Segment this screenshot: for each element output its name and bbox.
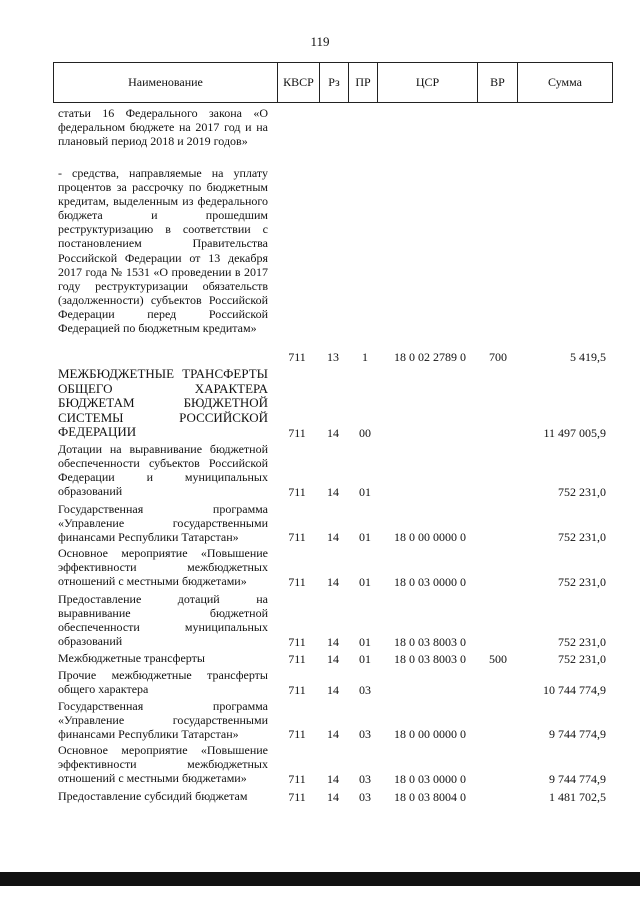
row-sum: 9 744 774,9 <box>549 727 606 741</box>
row-csr: 18 0 03 8003 0 <box>394 635 466 649</box>
row-name: Основное мероприятие «Повышение эффективности межбюджетных отношений с местными бюджетами» <box>58 546 268 589</box>
table-row <box>0 442 640 499</box>
row-sum: 10 744 774,9 <box>543 683 606 697</box>
page-number: 119 <box>310 34 330 49</box>
row-name: статьи 16 Федерального закона «О федеральном бюджете на 2017 год и на плановый период 2018 и 2019 годов» <box>58 106 268 149</box>
row-rz: 14 <box>327 790 339 804</box>
row-csr: 18 0 03 0000 0 <box>394 772 466 786</box>
row-kvsr: 711 <box>288 790 306 804</box>
header-csr: ЦСР <box>378 63 478 102</box>
row-rz: 14 <box>327 485 339 499</box>
row-sum: 752 231,0 <box>558 652 606 666</box>
row-name: МЕЖБЮДЖЕТНЫЕ ТРАНСФЕРТЫ ОБЩЕГО ХАРАКТЕРА БЮДЖЕТАМ БЮДЖЕТНОЙ СИСТЕМЫ РОССИЙСКОЙ ФЕДЕРАЦИИ <box>58 366 268 440</box>
header-pr: ПР <box>349 63 378 102</box>
scan-edge-band <box>0 872 640 886</box>
header-vr: ВР <box>478 63 518 102</box>
table-header <box>53 62 613 103</box>
row-kvsr: 711 <box>288 426 306 440</box>
table-row <box>0 789 640 804</box>
row-rz: 14 <box>327 683 339 697</box>
row-sum: 5 419,5 <box>570 350 606 364</box>
table-row <box>0 743 640 786</box>
row-rz: 13 <box>327 350 339 364</box>
row-pr: 03 <box>359 727 371 741</box>
row-name: - средства, направляемые на уплату процентов за рассрочку по бюджетным кредитам, выделенным из федерального бюджета и прошедшим реструктуризацию в соответствии с постановлением Правительства Российской Федерации от 13 декабря 2017 года № 1531 «О проведении в 2017 году реструктуризации обязательств (задолженности) субъектов Российской Федерации перед Российской Федерацией по бюджетным кредитам» <box>58 166 268 336</box>
row-sum: 752 231,0 <box>558 485 606 499</box>
row-csr: 18 0 02 2789 0 <box>394 350 466 364</box>
row-kvsr: 711 <box>288 635 306 649</box>
table-row <box>0 668 640 697</box>
row-csr: 18 0 03 8004 0 <box>394 790 466 804</box>
table-row <box>0 502 640 544</box>
row-pr: 01 <box>359 485 371 499</box>
table-row <box>0 699 640 741</box>
header-rz: Рз <box>320 63 349 102</box>
row-name: Межбюджетные трансферты <box>58 651 205 665</box>
header-kvsr: КВСР <box>278 63 320 102</box>
row-sum: 1 481 702,5 <box>549 790 606 804</box>
row-sum: 752 231,0 <box>558 530 606 544</box>
row-rz: 14 <box>327 652 339 666</box>
row-sum: 752 231,0 <box>558 575 606 589</box>
table-row <box>0 106 640 162</box>
row-name: Государственная программа «Управление государственными финансами Республики Татарстан» <box>58 502 268 545</box>
table-row <box>0 367 640 440</box>
row-rz: 14 <box>327 426 339 440</box>
row-rz: 14 <box>327 530 339 544</box>
table-row <box>0 546 640 589</box>
header-sum: Сумма <box>548 75 582 89</box>
table-row <box>0 592 640 649</box>
row-vr: 500 <box>489 652 507 666</box>
row-kvsr: 711 <box>288 485 306 499</box>
row-kvsr: 711 <box>288 530 306 544</box>
row-pr: 03 <box>359 772 371 786</box>
row-kvsr: 711 <box>288 575 306 589</box>
row-name: Прочие межбюджетные трансферты общего характера <box>58 668 268 697</box>
row-pr: 01 <box>359 530 371 544</box>
row-name: Дотации на выравнивание бюджетной обеспеченности субъектов Российской Федерации и муниципальных образований <box>58 442 268 499</box>
row-name: Основное мероприятие «Повышение эффективности межбюджетных отношений с местными бюджетами» <box>58 743 268 786</box>
row-vr: 700 <box>489 350 507 364</box>
row-pr: 01 <box>359 575 371 589</box>
row-csr: 18 0 03 8003 0 <box>394 652 466 666</box>
header-name: Наименование <box>54 63 278 102</box>
row-rz: 14 <box>327 772 339 786</box>
row-name: Предоставление дотаций на выравнивание бюджетной обеспеченности муниципальных образований <box>58 592 268 649</box>
row-rz: 14 <box>327 575 339 589</box>
row-rz: 14 <box>327 727 339 741</box>
row-pr: 03 <box>359 683 371 697</box>
row-sum: 752 231,0 <box>558 635 606 649</box>
row-pr: 01 <box>359 635 371 649</box>
row-pr: 00 <box>359 426 371 440</box>
row-sum: 11 497 005,9 <box>543 426 606 440</box>
row-pr: 1 <box>362 350 368 364</box>
row-pr: 01 <box>359 652 371 666</box>
table-row <box>0 166 640 364</box>
row-name: Государственная программа «Управление государственными финансами Республики Татарстан» <box>58 699 268 742</box>
row-kvsr: 711 <box>288 727 306 741</box>
row-csr: 18 0 00 0000 0 <box>394 727 466 741</box>
row-kvsr: 711 <box>288 350 306 364</box>
row-csr: 18 0 03 0000 0 <box>394 575 466 589</box>
row-csr: 18 0 00 0000 0 <box>394 530 466 544</box>
row-rz: 14 <box>327 635 339 649</box>
row-name: Предоставление субсидий бюджетам <box>58 789 248 803</box>
row-kvsr: 711 <box>288 683 306 697</box>
row-pr: 03 <box>359 790 371 804</box>
row-sum: 9 744 774,9 <box>549 772 606 786</box>
table-row <box>0 651 640 666</box>
row-kvsr: 711 <box>288 772 306 786</box>
row-kvsr: 711 <box>288 652 306 666</box>
